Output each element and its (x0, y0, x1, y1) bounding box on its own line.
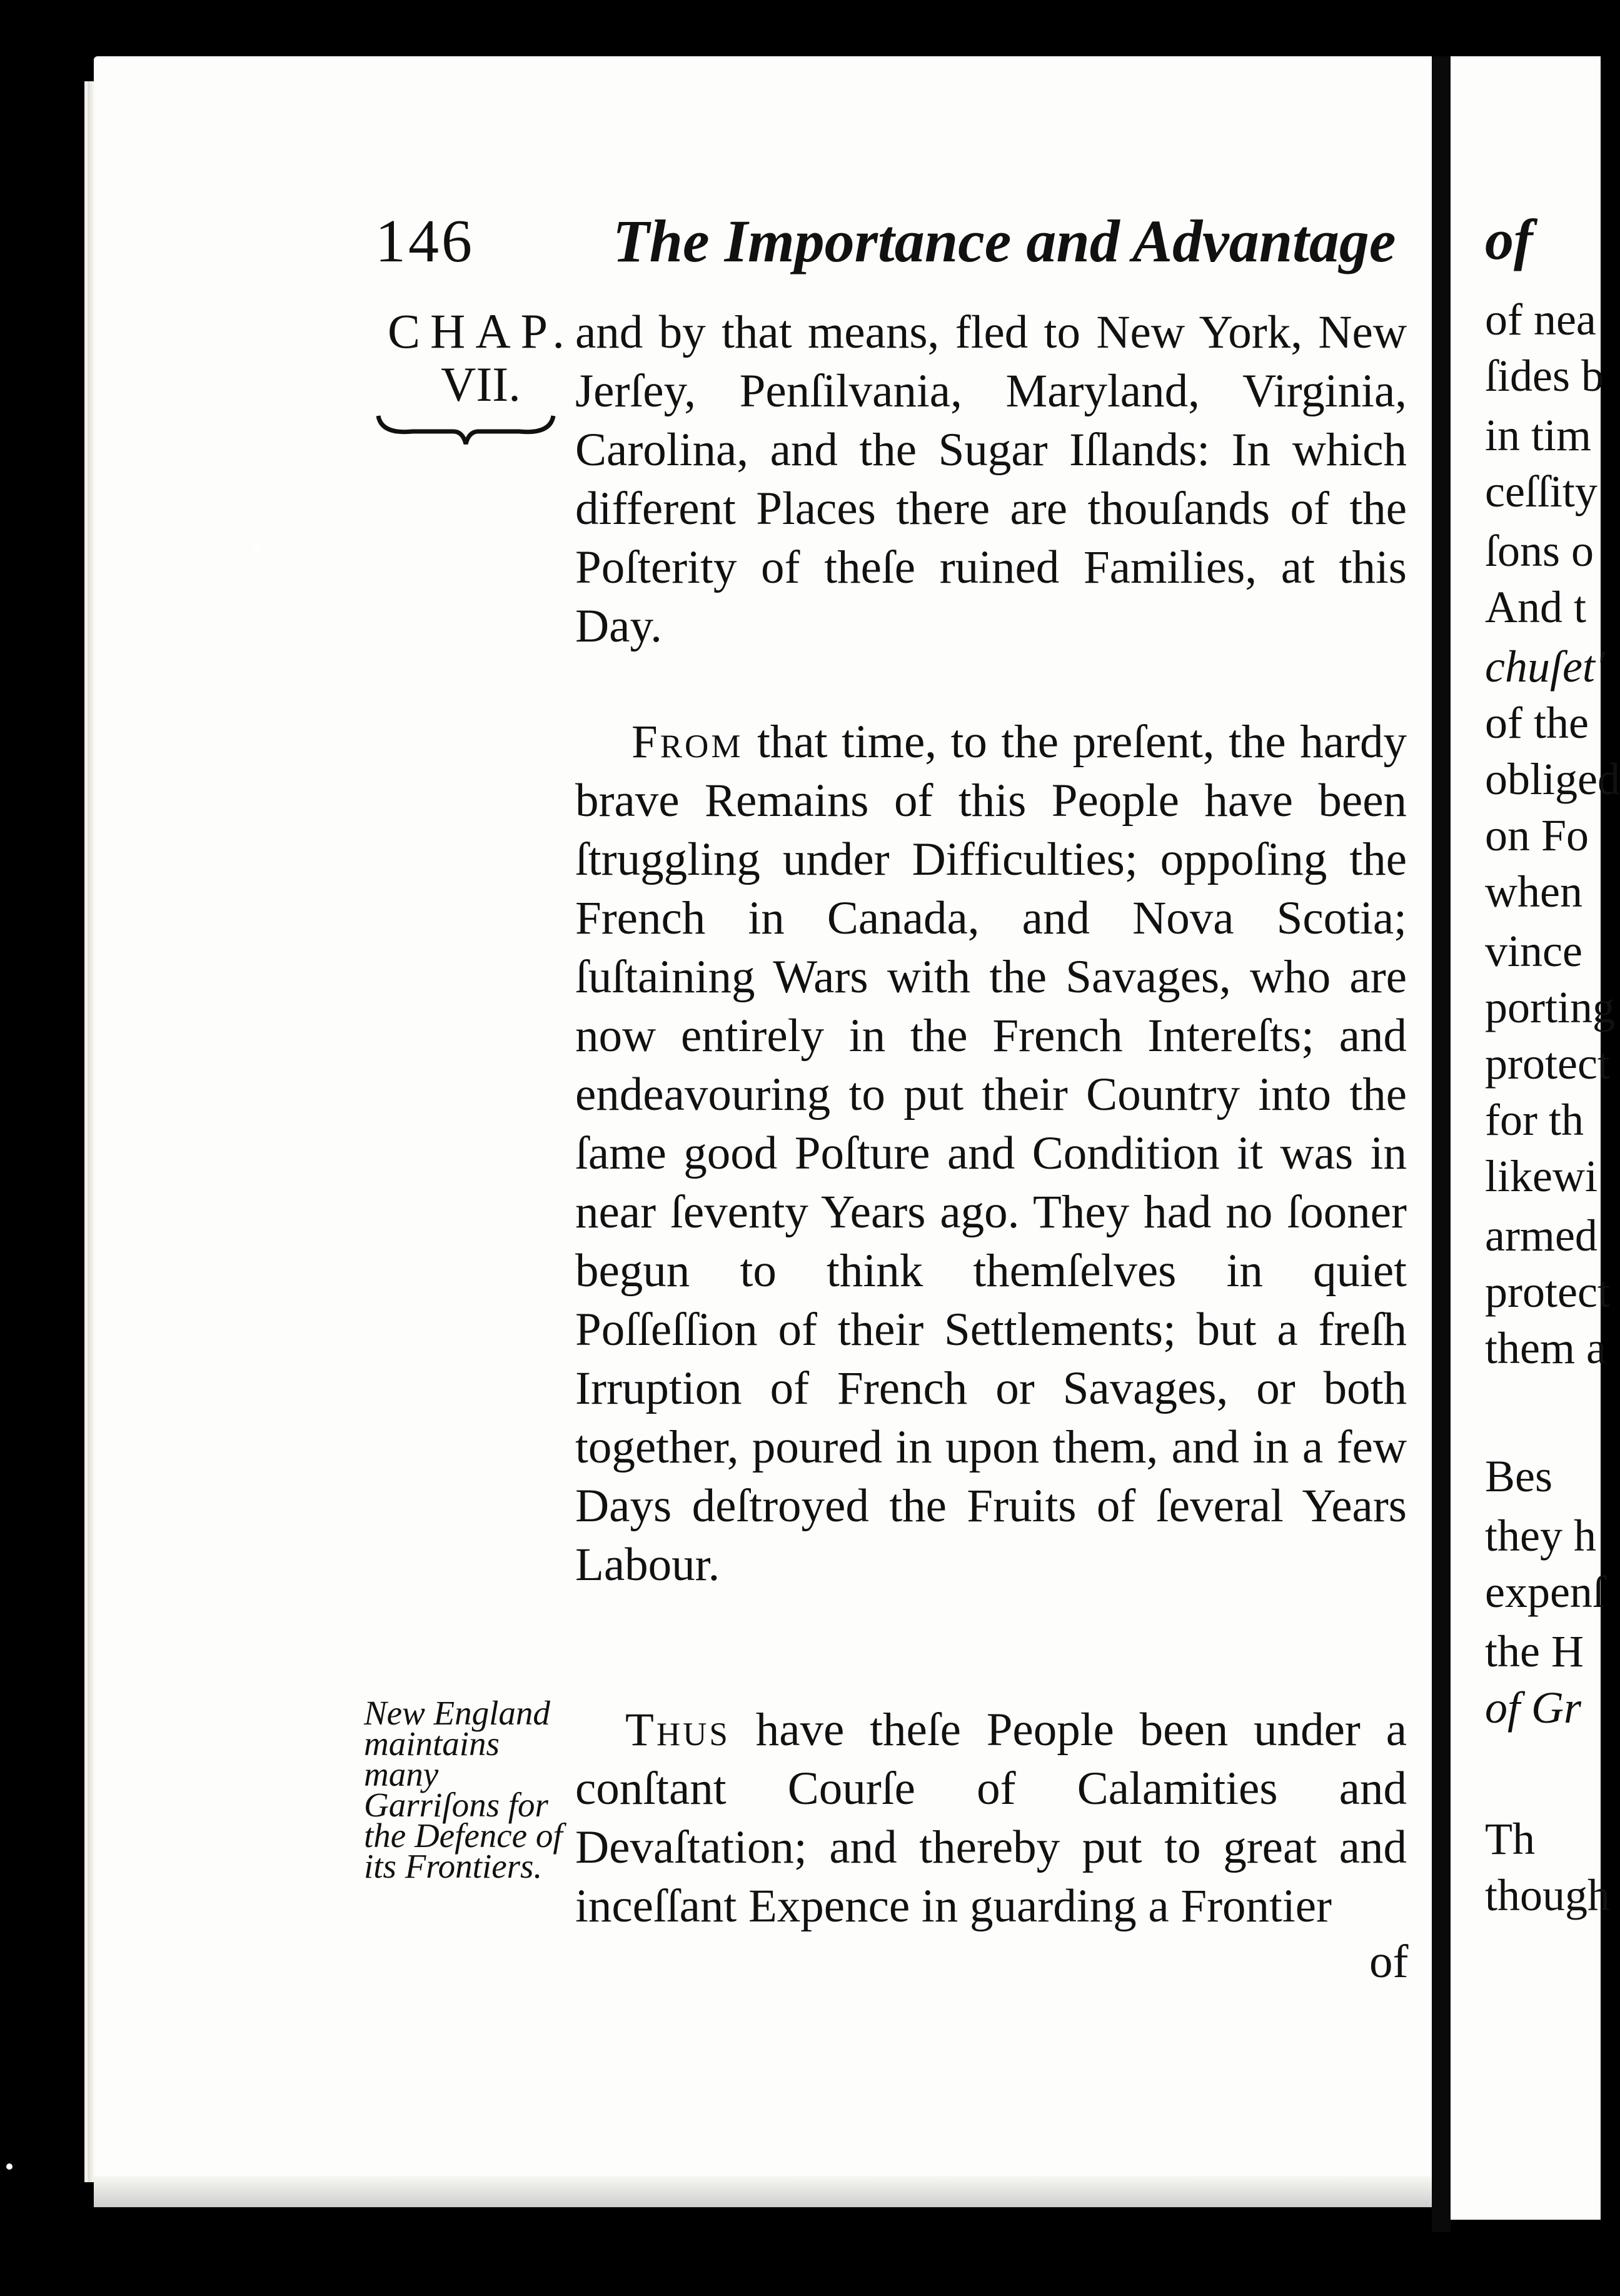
running-title: The Importance and Advantage (613, 208, 1396, 274)
facing-page-line: Th (1485, 1814, 1535, 1864)
facing-page-line: them a (1485, 1323, 1606, 1373)
facing-page-line: And t (1485, 582, 1586, 632)
facing-page-line: the H (1485, 1626, 1584, 1676)
facing-page-line: they h (1485, 1511, 1596, 1561)
paragraph-3 (575, 1701, 1407, 1936)
facing-page-line: vince (1485, 926, 1582, 976)
page-number: 146 (375, 208, 475, 275)
facing-page-line: protect (1485, 1039, 1610, 1089)
margin-note: New England maintains many Garriſons for the Defence of its Frontiers. (364, 1694, 563, 1885)
para-3-lead: Thus (625, 1704, 730, 1756)
para-3-text: have theſe People been under a conſtant Courſe of Calamities and Devaſtation; and thereby put to great and inceſſant Expence in guarding a Frontier (575, 1704, 1407, 1932)
facing-page-line: of Gr (1485, 1683, 1582, 1733)
para-2-lead: From (631, 716, 743, 768)
para-2-text: that time, to the preſent, the hardy brave Remains of this People have been ſtruggling under Difficulties; oppoſing the French in Canada, and Nova Scotia; ſuſtaining Wars with the Savages, who are now entirely in the French Intereſts; and endeavouring to put their Country into the ſame good Poſture and Condition it was in near ſeventy Years ago. They had no ſooner begun to think themſelves in quiet Poſſeſſion of their Settlements; but a freſh Irruption of French or Savages, or both together, poured in upon them, and in a few Days deſtroyed the Fruits of ſeveral Years Labour. (575, 716, 1407, 1591)
paragraph-1: and by that means, fled to New York, New Jerſey, Penſilvania, Maryland, Virginia, Carolina, and the Sugar Iſlands: In which different Places there are thouſands of the Poſterity of theſe ruined Families, at this Day. (575, 306, 1407, 652)
facing-page-line: ceſſity (1485, 466, 1597, 516)
facing-page-line: of the (1485, 698, 1589, 748)
facing-page-line: likewi (1485, 1151, 1597, 1201)
brace-ornament (375, 410, 556, 447)
facing-page-line: in tim (1485, 410, 1592, 460)
facing-page-line: protect (1485, 1267, 1610, 1317)
facing-page-line: porting (1485, 982, 1615, 1032)
facing-page-line: though (1485, 1870, 1611, 1920)
paper-speck (6, 2163, 13, 2170)
facing-page-line: Bes (1485, 1451, 1552, 1501)
facing-page-line: expenſ (1485, 1567, 1605, 1617)
book-gutter (1432, 56, 1451, 2232)
paper-speck (253, 544, 259, 550)
page-bottom-edge (94, 2176, 1432, 2207)
catchword: of (1369, 1936, 1409, 1988)
facing-page-line: chuſet' (1485, 642, 1605, 692)
facing-page-line: ſons o (1485, 526, 1594, 576)
chapter-label: CHAP. (388, 304, 575, 358)
facing-page-line: ſides b (1485, 351, 1604, 401)
paragraph-2 (575, 713, 1407, 1594)
chapter-number: VII. (441, 357, 521, 411)
facing-page-line: of nea (1485, 295, 1596, 345)
facing-page-line: obliged (1485, 754, 1620, 804)
facing-page-line: on Fo (1485, 810, 1589, 860)
facing-page-header: of (1485, 208, 1533, 271)
facing-page-line: when (1485, 867, 1582, 917)
facing-page-line: for th (1485, 1095, 1584, 1145)
facing-page-line: armed (1485, 1211, 1597, 1261)
